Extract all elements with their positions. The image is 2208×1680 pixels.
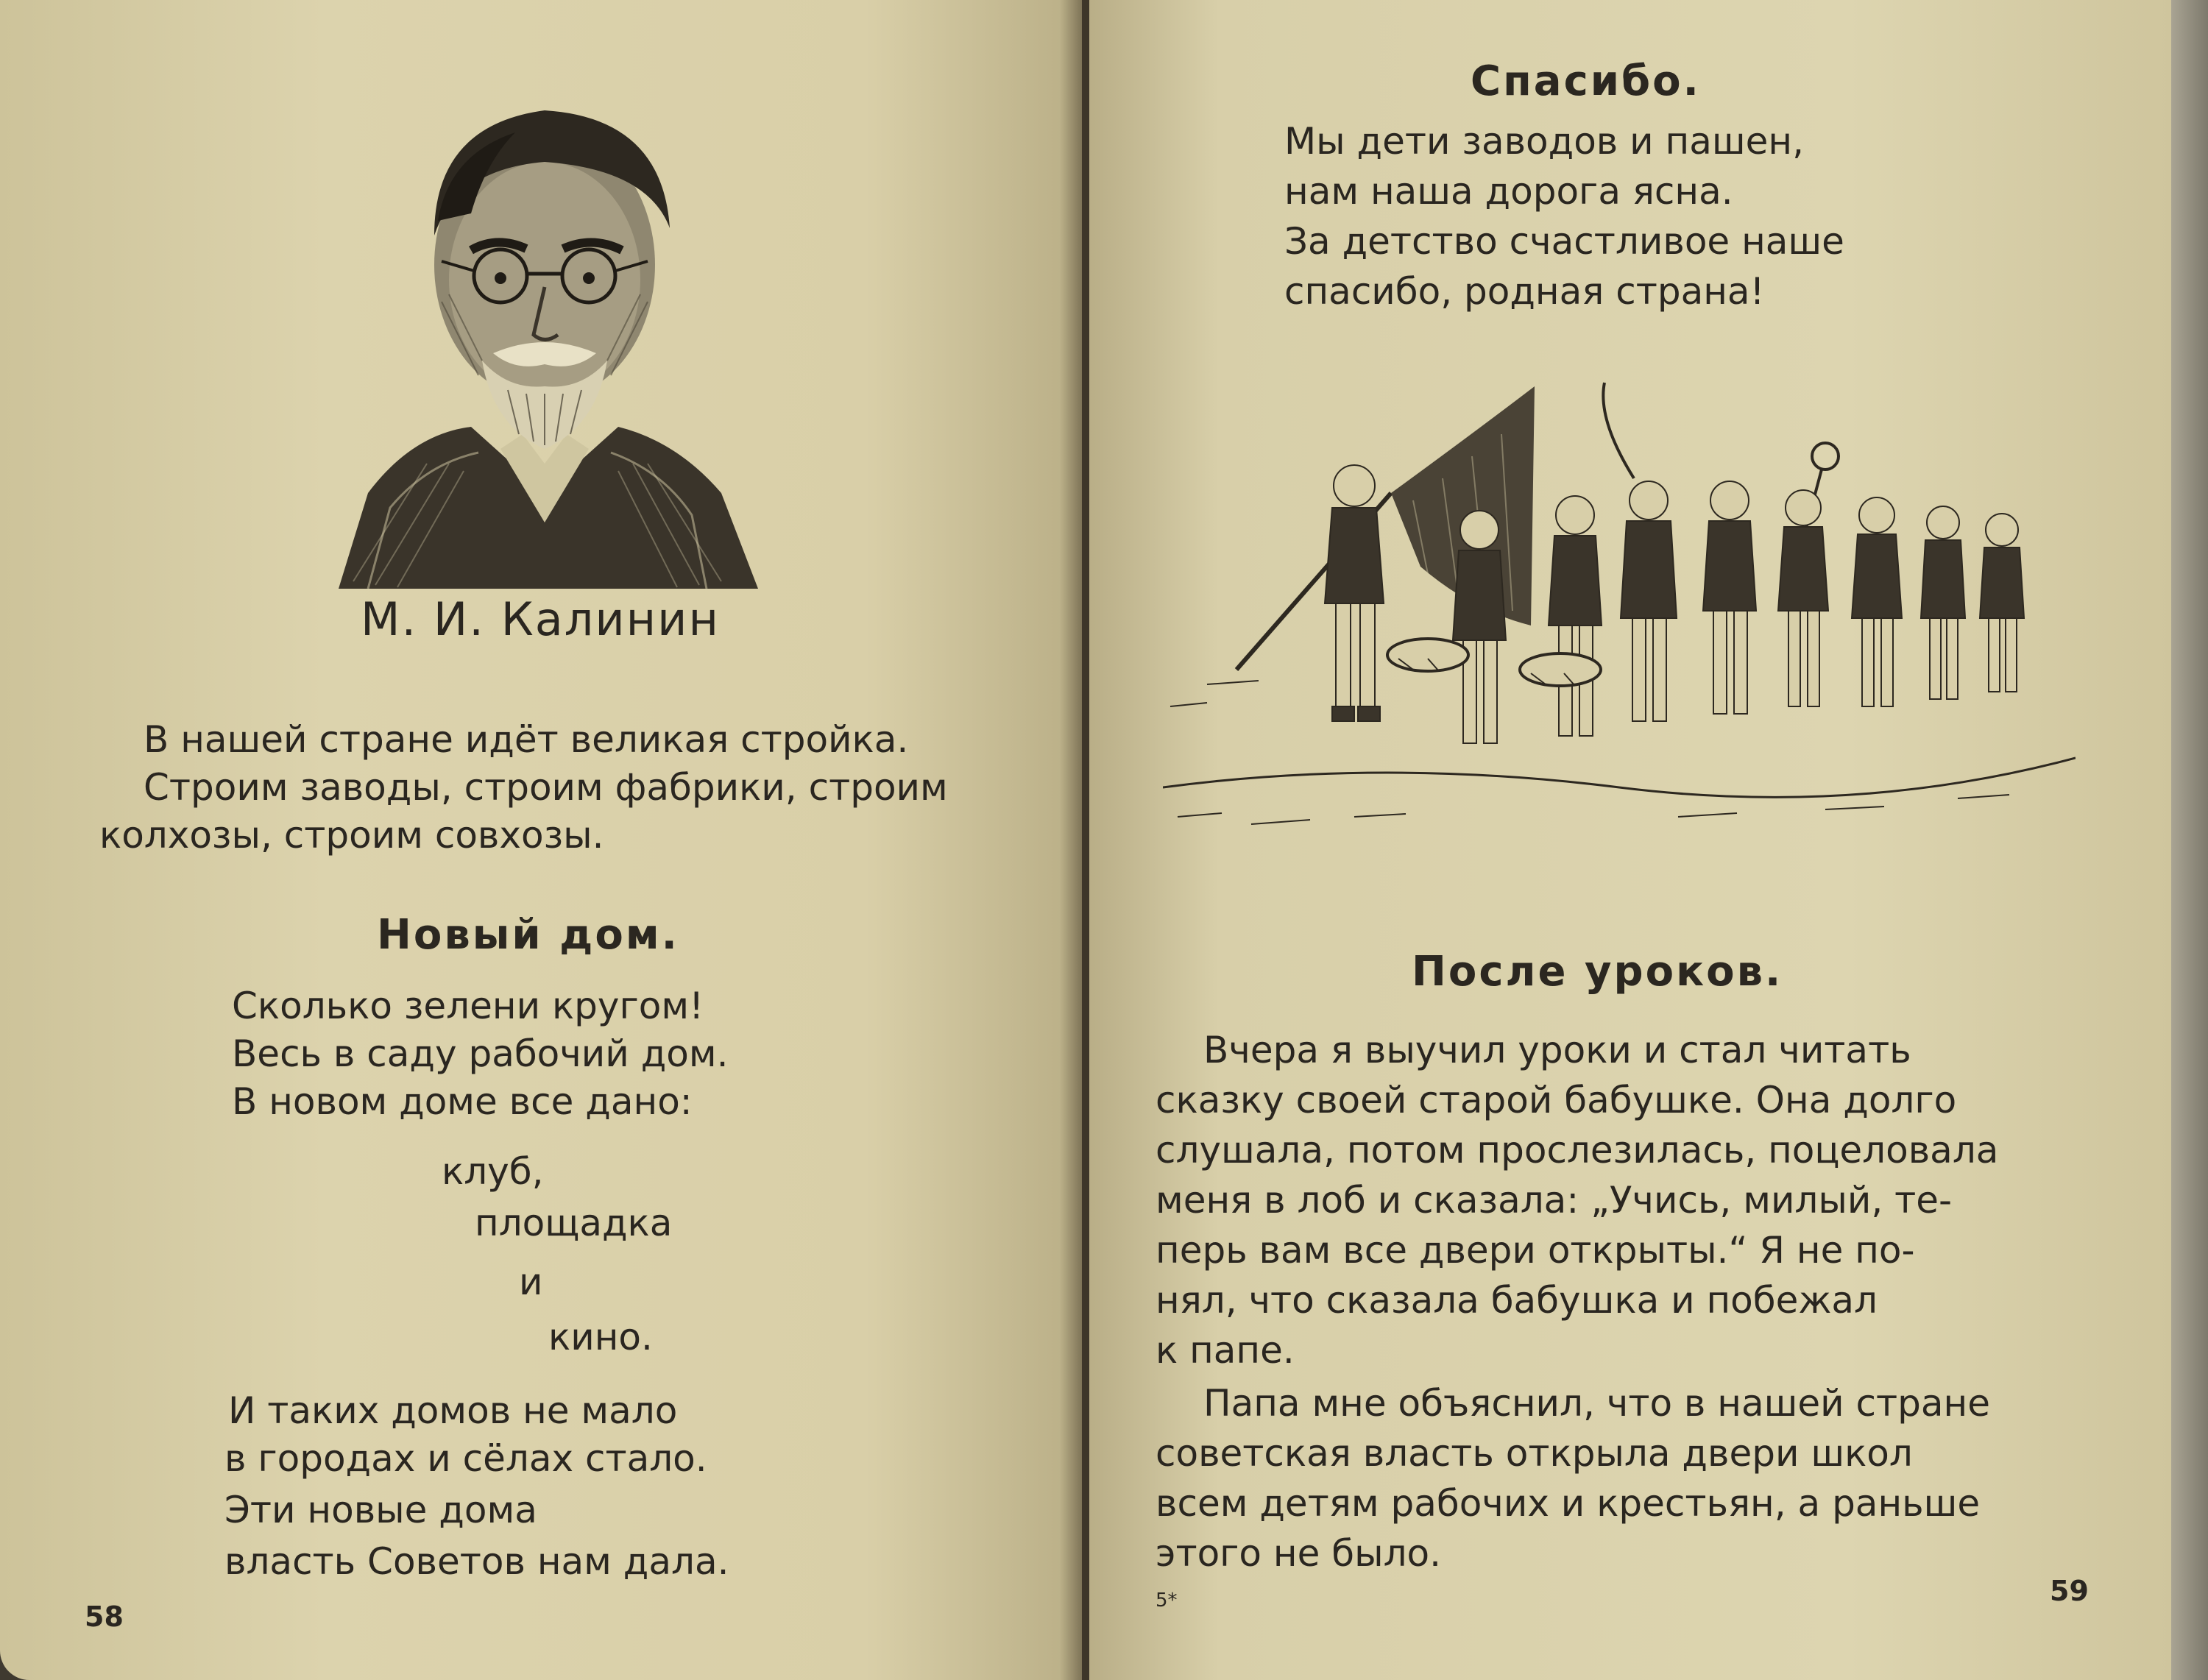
intro-line: колхозы, строим совхозы.	[99, 814, 604, 857]
page-number-right: 59	[2050, 1575, 2089, 1607]
poem-line: Весь в саду рабочий дом.	[232, 1032, 729, 1075]
story-line: советская власть открыла двери школ	[1156, 1432, 1913, 1475]
poem-line: Мы дети заводов и пашен,	[1284, 120, 1804, 163]
page-number-left: 58	[85, 1601, 124, 1633]
poem-line: власть Советов нам дала.	[224, 1540, 729, 1583]
poem-title-new-house: Новый дом.	[377, 911, 679, 959]
story-line: перь вам все двери открыты.“ Я не по-	[1156, 1229, 1915, 1272]
story-line: этого не было.	[1156, 1532, 1442, 1575]
story-title: После уроков.	[1412, 948, 1783, 996]
book-cover-edge	[2171, 0, 2208, 1680]
poem-ladder-line: кино.	[548, 1316, 653, 1358]
poem-line: И таких домов не мало	[228, 1389, 678, 1432]
poem-line: В новом доме все дано:	[232, 1080, 693, 1123]
intro-line: Строим заводы, строим фабрики, строим	[144, 766, 948, 809]
poem-title-thanks: Спасибо.	[1471, 57, 1701, 105]
poem-line: Эти новые дома	[224, 1489, 537, 1531]
poem-line: За детство счастливое наше	[1284, 220, 1844, 263]
poem-ladder-line: клуб,	[442, 1150, 544, 1193]
story-line: Папа мне объяснил, что в нашей стране	[1203, 1382, 1990, 1425]
poem-line: спасибо, родная страна!	[1284, 270, 1765, 313]
pioneers-march-illustration	[1163, 375, 2076, 846]
story-line: Вчера я выучил уроки и стал читать	[1203, 1029, 1911, 1071]
story-line: сказку своей старой бабушке. Она долго	[1156, 1079, 1957, 1121]
story-line: нял, что сказала бабушка и побежал	[1156, 1279, 1878, 1322]
portrait-caption: М. И. Калинин	[361, 592, 721, 646]
left-page	[0, 0, 1082, 1680]
story-line: слушала, потом прослезилась, поцеловала	[1156, 1129, 1999, 1172]
story-line: всем детям рабочих и крестьян, а раньше	[1156, 1482, 1981, 1525]
poem-ladder-line: и	[519, 1261, 543, 1303]
story-line: меня в лоб и сказала: „Учись, милый, те-	[1156, 1179, 1953, 1222]
portrait-illustration	[324, 81, 765, 589]
poem-line: нам наша дорога ясна.	[1284, 170, 1733, 213]
intro-line: В нашей стране идёт великая стройка.	[144, 718, 909, 761]
story-line: к папе.	[1156, 1329, 1295, 1372]
signature-mark: 5*	[1156, 1589, 1178, 1612]
poem-line: Сколько зелени кругом!	[232, 985, 704, 1027]
poem-line: в городах и сёлах стало.	[224, 1437, 707, 1480]
poem-ladder-line: площадка	[475, 1202, 673, 1244]
